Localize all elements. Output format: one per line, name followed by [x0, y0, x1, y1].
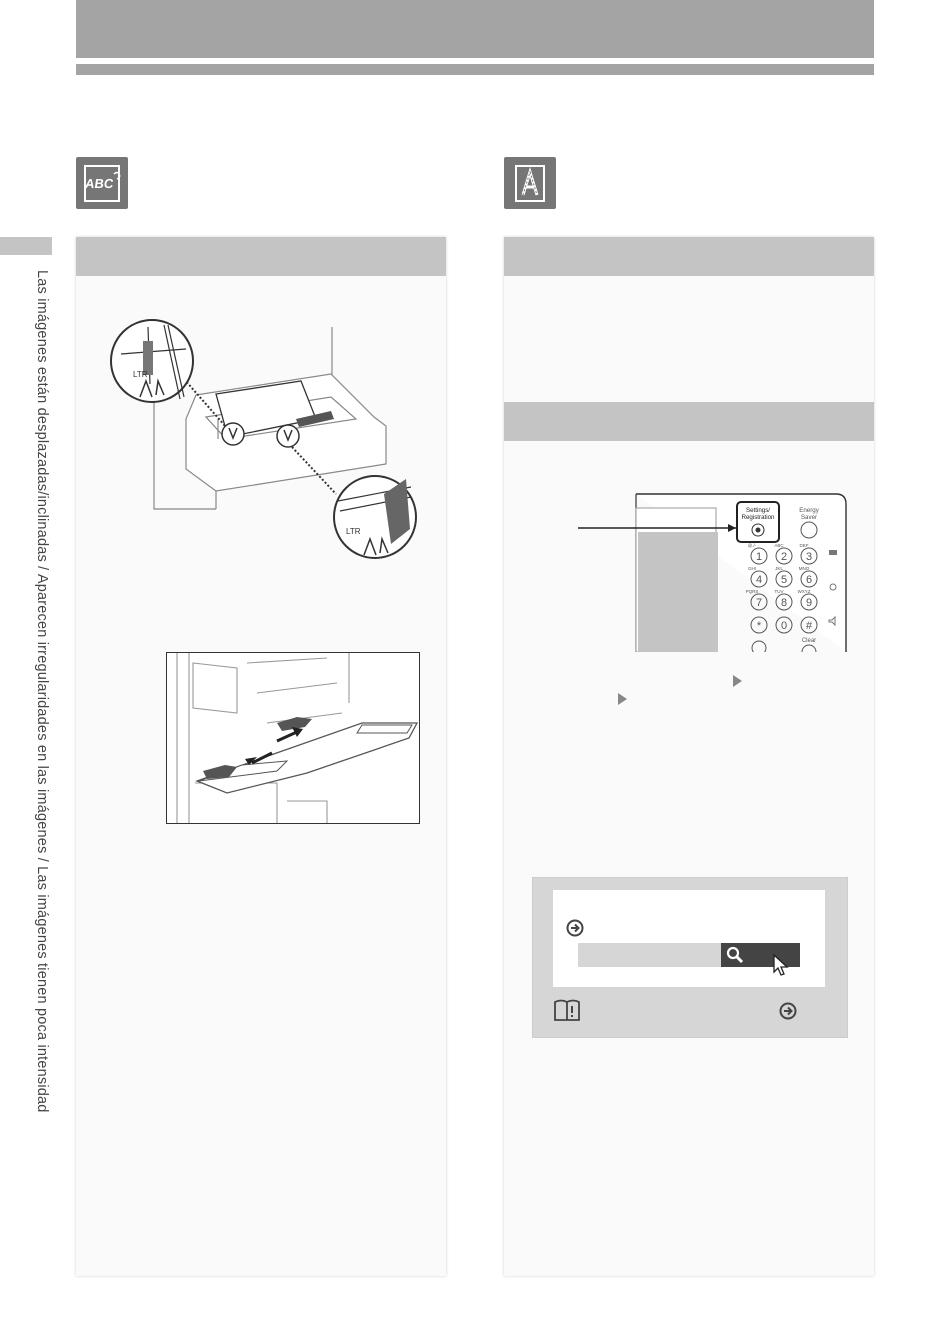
search-input[interactable] — [578, 943, 721, 967]
svg-text:TUV: TUV — [774, 589, 784, 594]
svg-text:8: 8 — [780, 597, 788, 609]
svg-text:Saver: Saver — [800, 514, 818, 521]
svg-text:Settings/: Settings/ — [745, 507, 771, 514]
svg-text:5: 5 — [780, 574, 788, 586]
svg-text:Energy: Energy — [799, 507, 819, 514]
svg-text:GHI: GHI — [747, 566, 757, 571]
side-tab — [0, 237, 52, 255]
svg-text:LTR: LTR — [346, 527, 361, 536]
svg-text:MNO: MNO — [798, 566, 810, 571]
manual-search-box — [532, 877, 848, 1038]
right-panel — [504, 237, 874, 1276]
left-panel — [76, 237, 446, 1276]
control-panel-illustration — [574, 492, 854, 652]
svg-text:ABC: ABC — [84, 176, 115, 191]
svg-text:1: 1 — [755, 551, 763, 563]
right-panel-subheader — [504, 402, 874, 441]
svg-text:4: 4 — [755, 574, 763, 586]
svg-text:0: 0 — [780, 620, 788, 632]
left-panel-header — [76, 237, 446, 276]
svg-text:#: # — [805, 620, 813, 632]
step-arrow-icon — [618, 693, 627, 705]
svg-text:3: 3 — [805, 551, 813, 563]
side-vertical-title: Las imágenes están desplazadas/inclinadas / Aparecen irregularidades en las imágenes / Las imágenes tienen poca intensidad — [34, 270, 50, 1113]
svg-text:Clear: Clear — [801, 638, 817, 644]
paper-drawer-illustration — [106, 319, 421, 564]
svg-text:JKL: JKL — [775, 566, 783, 571]
svg-text:*: * — [756, 620, 762, 632]
faded-image-icon — [504, 157, 556, 209]
arrow-circle-icon[interactable] — [779, 1002, 799, 1022]
svg-text:ABC: ABC — [774, 543, 784, 548]
svg-text:DEF: DEF — [799, 543, 809, 548]
header-band — [76, 0, 874, 58]
bypass-tray-illustration — [166, 652, 420, 824]
svg-text:PQRS: PQRS — [745, 589, 759, 594]
svg-text:7: 7 — [755, 597, 763, 609]
distorted-image-icon — [76, 157, 128, 209]
svg-text:9: 9 — [805, 597, 813, 609]
right-panel-header — [504, 237, 874, 276]
svg-text:LTR: LTR — [133, 370, 148, 379]
svg-text:2: 2 — [780, 551, 788, 563]
search-button[interactable] — [721, 943, 800, 967]
svg-text:@./-: @./- — [747, 543, 757, 548]
arrow-circle-icon — [566, 919, 586, 939]
step-arrow-icon — [733, 675, 742, 687]
mouse-cursor-icon — [772, 953, 792, 979]
svg-text:6: 6 — [805, 574, 813, 586]
manual-book-icon — [553, 999, 583, 1023]
search-area — [553, 890, 825, 987]
svg-text:Registration: Registration — [741, 514, 775, 521]
svg-text:WXYZ: WXYZ — [797, 589, 811, 594]
header-rule — [76, 64, 874, 75]
magnifier-icon — [725, 945, 745, 965]
